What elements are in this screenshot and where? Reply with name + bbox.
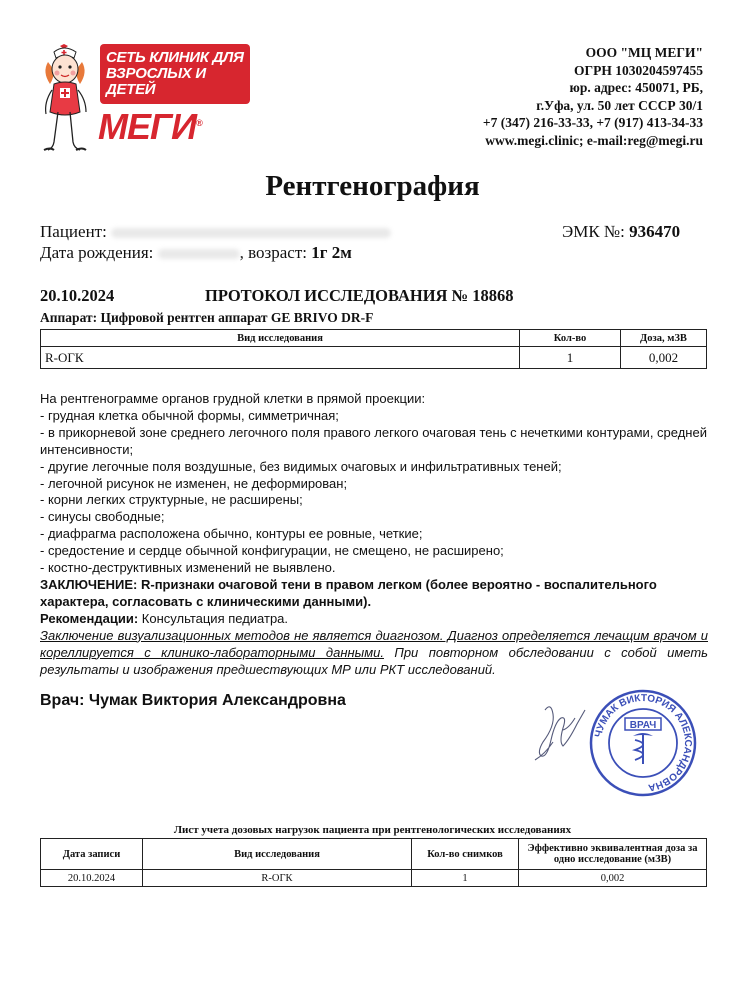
findings-item: - диафрагма расположена обычно, контуры ее ровные, четкие;: [40, 526, 423, 542]
dose-table: [40, 838, 707, 887]
org-web-email: www.megi.clinic; e-mail:reg@megi.ru: [485, 132, 703, 148]
findings-intro: На рентгенограмме органов грудной клетки в прямой проекции:: [40, 391, 426, 406]
org-name: ООО "МЦ МЕГИ": [585, 45, 703, 60]
exam-header-count: Кол-во: [520, 330, 621, 347]
device-line: Аппарат: Цифровой рентген аппарат GE BRIVO DR-F: [40, 310, 374, 325]
exam-cell-type: R-ОГК: [41, 347, 520, 369]
protocol-date: 20.10.2024: [40, 286, 115, 305]
stamp-ring-text: ЧУМАК ВИКТОРИЯ АЛЕКСАНДРОВНА: [593, 692, 694, 793]
findings-item: - другие легочные поля воздушные, без видимых очаговых и инфильтративных теней;: [40, 458, 562, 474]
org-phones: +7 (347) 216-33-33, +7 (917) 413-34-33: [482, 115, 703, 130]
patient-line: [40, 222, 391, 242]
age-value: 1г 2м: [311, 243, 352, 262]
table-row: [41, 347, 707, 369]
emk-value: 936470: [629, 222, 681, 241]
exam-cell-dose: 0,002: [621, 347, 707, 369]
dose-header-date: Дата записи: [41, 839, 143, 870]
org-address-line-1: юр. адрес: 450071, РБ,: [569, 80, 703, 95]
logo-tagline: СЕТЬ КЛИНИК ДЛЯ ВЗРОСЛЫХ И ДЕТЕЙ: [100, 44, 250, 104]
recommendation-label: Рекомендации:: [40, 610, 139, 626]
emk-label: ЭМК №:: [562, 222, 625, 241]
clinic-logo: [38, 40, 253, 155]
recommendation-text: Консультация педиатра.: [138, 610, 289, 626]
dob-line: [40, 243, 352, 263]
disclaimer-rest: При повторном обследовании с собой иметь результаты и изображения предшествующих МР или РКТ исследований.: [40, 644, 709, 677]
logo-brand: [98, 106, 202, 148]
exam-table: [40, 329, 707, 369]
nurse-mascot-icon: [38, 42, 100, 154]
findings-item: - корни легких структурные, не расширены;: [40, 492, 303, 508]
dose-cell-dose: 0,002: [519, 870, 707, 887]
dose-header-count: Кол-во снимков: [412, 839, 519, 870]
registered-mark: ®: [196, 118, 202, 128]
emk-line: [562, 222, 680, 242]
organization-details: [483, 44, 703, 149]
stamp-center-text: ВРАЧ: [629, 720, 657, 731]
dose-cell-date: 20.10.2024: [41, 870, 143, 887]
findings-item: - грудная клетка обычной формы, симметричная;: [40, 407, 339, 423]
findings-text: [40, 391, 708, 678]
findings-item: - костно-деструктивных изменений не выявлено.: [40, 560, 336, 576]
exam-header-type: Вид исследования: [41, 330, 520, 347]
exam-header-dose: Доза, мЗВ: [621, 330, 707, 347]
dose-sheet-title: Лист учета дозовых нагрузок пациента при рентгенологических исследованиях: [173, 824, 572, 836]
findings-item: - средостение и сердце обычной конфигурации, не смещено, не расширено;: [40, 543, 504, 559]
recommendation: [40, 611, 708, 628]
redacted-patient-name: [111, 228, 391, 238]
dose-cell-type: R-ОГК: [143, 870, 412, 887]
findings-item: - синусы свободные;: [40, 509, 165, 525]
protocol-title: ПРОТОКОЛ ИССЛЕДОВАНИЯ № 18868: [205, 286, 514, 305]
logo-brand-text: МЕГИ: [98, 106, 196, 147]
exam-table-header: [41, 330, 707, 347]
dose-header-type: Вид исследования: [143, 839, 412, 870]
redacted-dob: [158, 249, 240, 259]
conclusion: ЗАКЛЮЧЕНИЕ: R-признаки очаговой тени в правом легком (более вероятно - воспалительного характера, согласовать с клиническими данными).: [40, 576, 657, 609]
org-ogrn: ОГРН 1030204597455: [574, 62, 703, 78]
dose-header-dose: Эффективно эквивалентная доза за одно исследование (мЗВ): [519, 839, 707, 870]
table-row: [41, 870, 707, 887]
findings-item: - легочной рисунок не изменен, не деформирован;: [40, 475, 348, 491]
disclaimer-underlined: Заключение визуализационных методов не является диагнозом. Диагноз определяется лечащим врачом и кореллируется с клинико-лабораторными данными.: [40, 627, 708, 660]
doctor-stamp: [588, 688, 698, 798]
document-title: Рентгенография: [265, 170, 480, 202]
org-address-line-2: г.Уфа, ул. 50 лет СССР 30/1: [536, 97, 703, 113]
patient-label: Пациент:: [40, 222, 107, 241]
dose-table-header: [41, 839, 707, 870]
age-label: , возраст:: [239, 243, 308, 262]
findings-item: - в прикорневой зоне среднего легочного поля правого легкого очаговая тень с нечеткими контурами, средней интенсивности;: [40, 424, 707, 457]
disclaimer-note: [40, 628, 708, 679]
doctor-name: Врач: Чумак Виктория Александровна: [40, 692, 346, 709]
dob-label: Дата рождения:: [40, 243, 154, 262]
dose-cell-count: 1: [412, 870, 519, 887]
caduceus-icon: [633, 733, 653, 764]
exam-cell-count: 1: [520, 347, 621, 369]
